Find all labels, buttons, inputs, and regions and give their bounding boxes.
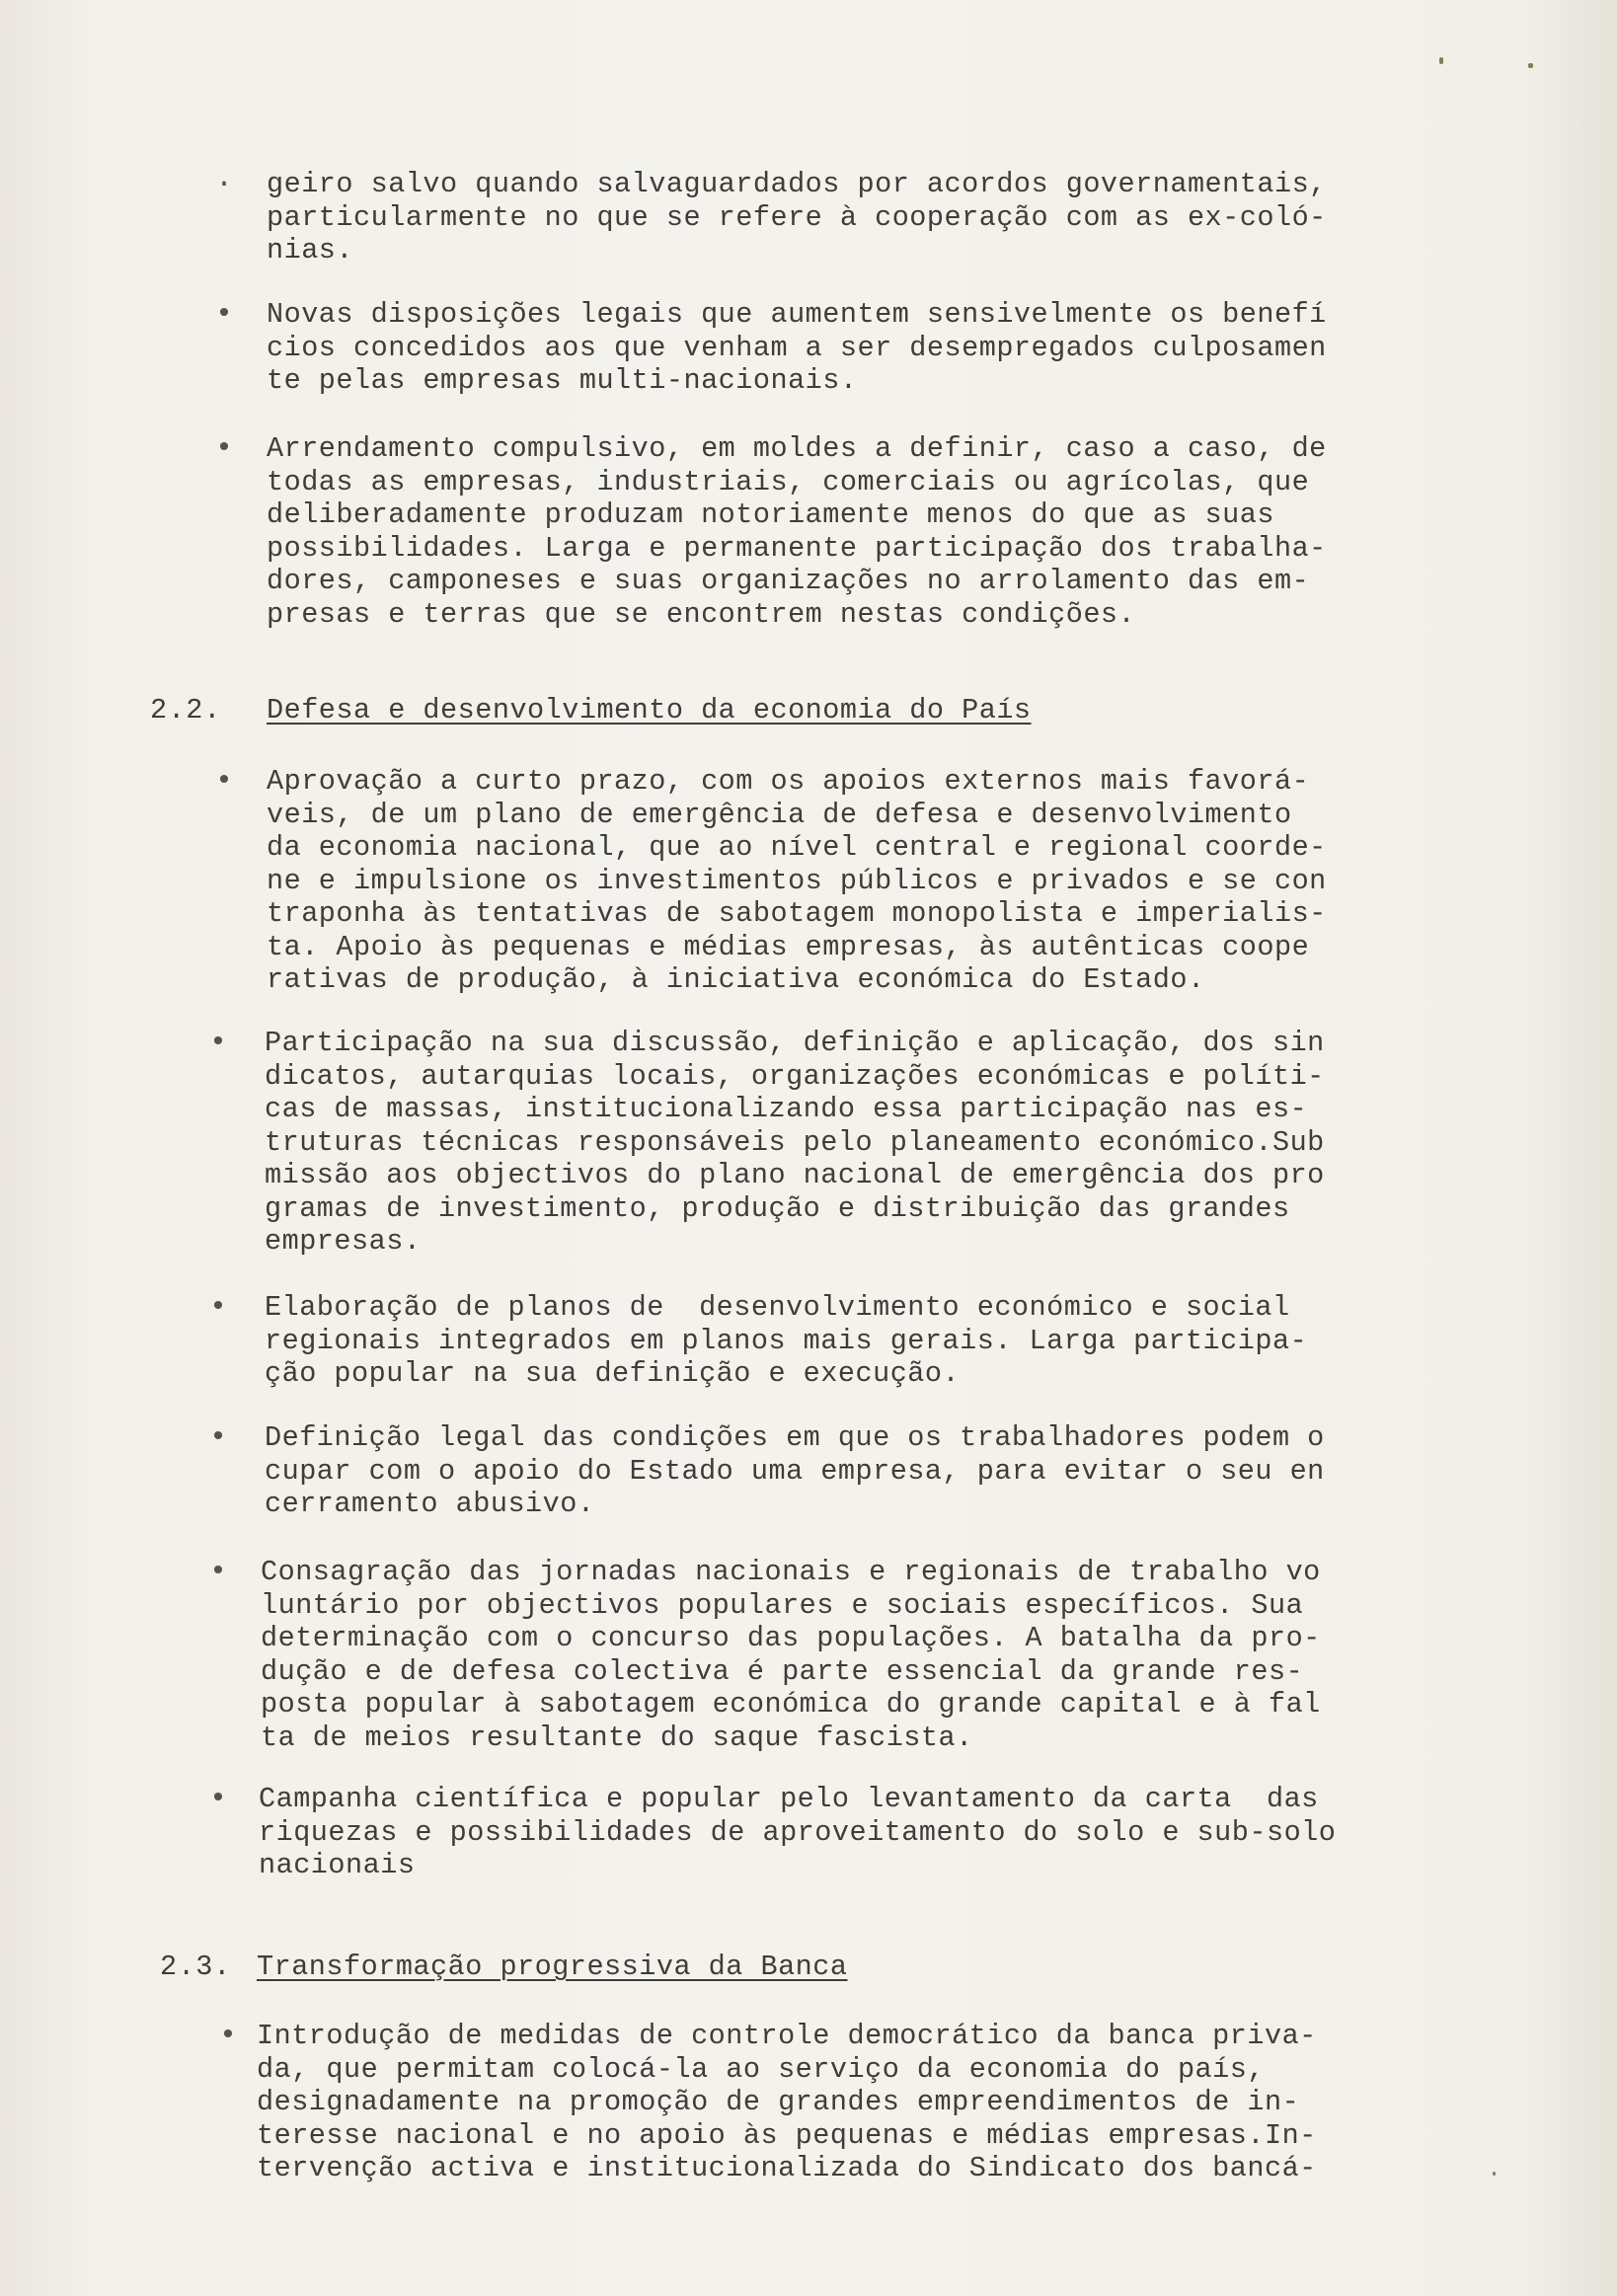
paragraph-line: te pelas empresas multi-nacionais. [267,364,858,397]
paragraph-line: Introdução de medidas de controle democrático da banca priva- [257,2020,1317,2052]
paper-speck [1528,63,1533,68]
paragraph-line: nacionais [259,1849,416,1881]
paragraph-line: da, que permitam colocá-la ao serviço da economia do país, [257,2052,1265,2086]
bullet-marker: · [215,168,234,201]
bullet-marker: • [209,1027,228,1060]
section-number: 2.2. [150,694,222,727]
paper-speck [1439,57,1443,64]
paragraph-line: ção popular na sua definição e execução. [265,1357,961,1390]
section-number: 2.3. [160,1951,232,1983]
bullet-marker: • [209,1291,228,1325]
paragraph-line: rativas de produção, à iniciativa económica do Estado. [267,963,1205,996]
paragraph-line: ta. Apoio às pequenas e médias empresas, às autênticas coope [267,930,1310,963]
paragraph-line: luntário por objectivos populares e sociais específicos. Sua [261,1588,1304,1622]
bullet-marker: • [219,2020,238,2053]
paragraph-line: tervenção activa e institucionalizada do Sindicato dos bancá- [257,2152,1317,2184]
bullet-marker: • [215,432,234,466]
bullet-marker: • [209,1421,228,1455]
paragraph-line: missão aos objectivos do plano nacional de emergência dos pro [265,1159,1325,1191]
paragraph-line: Novas disposições legais que aumentem sensivelmente os benefí [267,298,1327,331]
paragraph-line: Aprovação a curto prazo, com os apoios externos mais favorá- [267,765,1310,798]
paragraph-line: presas e terras que se encontrem nestas condições. [267,597,1136,631]
paragraph-line: truturas técnicas responsáveis pelo planeamento económico.Sub [265,1125,1325,1159]
paragraph-line: Participação na sua discussão, definição e aplicação, dos sin [265,1027,1325,1059]
paragraph-line: cas de massas, institucionalizando essa participação nas es- [265,1093,1308,1125]
paper-speck [1493,2172,1496,2176]
paragraph-line: Campanha científica e popular pelo levantamento da carta das [259,1783,1319,1815]
paragraph-line: Definição legal das condições em que os trabalhadores podem o [265,1421,1325,1454]
paragraph-line: cerramento abusivo. [265,1488,595,1520]
paragraph-line: da economia nacional, que ao nível central e regional coorde- [267,831,1327,864]
paragraph-line: ta de meios resultante do saque fascista. [261,1721,973,1754]
paragraph-line: determinação com o concurso das populações. A batalha da pro- [261,1622,1321,1654]
paragraph-line: designadamente na promoção de grandes empreendimentos de in- [257,2086,1300,2118]
bullet-marker: • [209,1783,228,1816]
paragraph-line: veis, de um plano de emergência de defesa e desenvolvimento [267,798,1292,831]
bullet-marker: • [215,298,234,332]
paragraph-line: dicatos, autarquias locais, organizações económicas e políti- [265,1059,1325,1093]
paragraph-line: nias. [267,234,354,267]
paragraph-line: Consagração das jornadas nacionais e regionais de trabalho vo [261,1556,1321,1588]
paragraph-line: Elaboração de planos de desenvolvimento económico e social [265,1291,1290,1324]
section-heading: Defesa e desenvolvimento da economia do País [267,694,1032,727]
paragraph-line: todas as empresas, industriais, comerciais ou agrícolas, que [267,465,1310,498]
paragraph-line: Arrendamento compulsivo, em moldes a definir, caso a caso, de [267,432,1327,465]
section-heading: Transformação progressiva da Banca [257,1951,848,1983]
paragraph-line: deliberadamente produzam notoriamente menos do que as suas [267,498,1274,531]
paragraph-line: dores, camponeses e suas organizações no arrolamento das em- [267,565,1310,597]
bullet-marker: • [209,1556,228,1589]
paragraph-line: traponha às tentativas de sabotagem monopolista e imperialis- [267,897,1327,930]
paragraph-line: ne e impulsione os investimentos públicos e privados e se con [267,864,1327,897]
paragraph-line: regionais integrados em planos mais gerais. Larga participa- [265,1324,1308,1357]
paragraph-line: teresse nacional e no apoio às pequenas e médias empresas.In- [257,2118,1317,2152]
paragraph-line: dução e de defesa colectiva é parte essencial da grande res- [261,1654,1304,1688]
paragraph-line: cupar com o apoio do Estado uma empresa, para evitar o seu en [265,1454,1325,1488]
paragraph-line: posta popular à sabotagem económica do grande capital e à fal [261,1688,1321,1721]
paragraph-line: gramas de investimento, produção e distribuição das grandes [265,1191,1290,1225]
bullet-marker: • [215,765,234,799]
paragraph-line: particularmente no que se refere à cooperação com as ex-coló- [267,200,1327,234]
paragraph-line: riquezas e possibilidades de aproveitamento do solo e sub-solo [259,1815,1337,1849]
paragraph-line: possibilidades. Larga e permanente participação dos trabalha- [267,531,1327,565]
paragraph-line: empresas. [265,1225,422,1258]
paragraph-line: cios concedidos aos que venham a ser desempregados culposamen [267,331,1327,364]
paragraph-line: geiro salvo quando salvaguardados por acordos governamentais, [267,168,1327,200]
